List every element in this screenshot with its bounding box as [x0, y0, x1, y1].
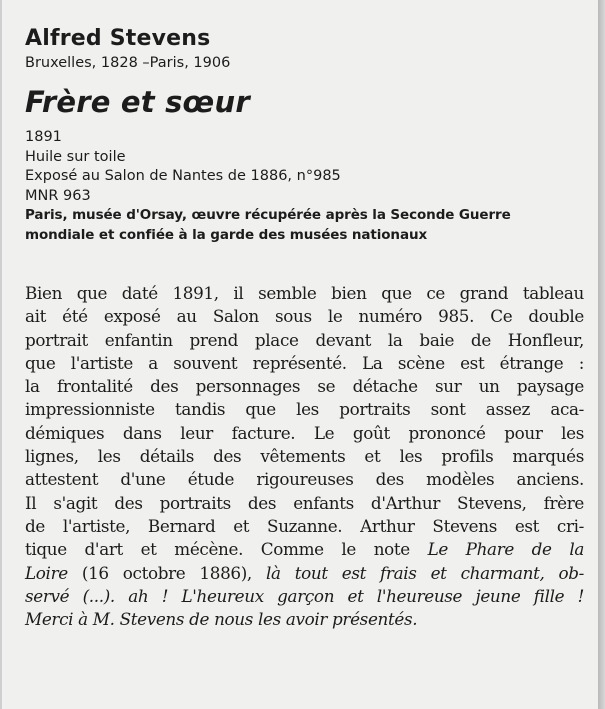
description-line: impressionniste tandis que les portraits sont assez aca-: [25, 399, 584, 420]
artwork-details: [25, 128, 584, 245]
description-line: [25, 562, 584, 585]
artist-name: Alfred Stevens: [25, 26, 211, 51]
artwork-location-line-1: Paris, musée d'Orsay, œuvre récupérée après la Seconde Guerre: [25, 207, 511, 223]
description-line: attestent d'une étude rigoureuses des modèles anciens.: [25, 469, 584, 490]
quote-line: servé (...). ah ! L'heureux garçon et l'heureuse jeune fille !: [25, 585, 584, 606]
panel-edge-shadow: [598, 0, 605, 709]
description-line: Bien que daté 1891, il semble bien que ce grand tableau: [25, 283, 584, 303]
description-line: ait été exposé au Salon sous le numéro 985. Ce double: [25, 306, 584, 327]
quote-text: là tout est frais et charmant, ob-: [265, 562, 585, 583]
artwork-medium: Huile sur toile: [25, 148, 126, 165]
quote-line: Merci à M. Stevens de nous les avoir présentés.: [25, 609, 418, 630]
description-line: la frontalité des personnages se détache sur un paysage: [25, 376, 584, 397]
description-line: portrait enfantin prend place devant la baie de Honfleur,: [25, 329, 584, 350]
quote-source: Loire: [25, 562, 68, 583]
description-line: [25, 538, 584, 561]
description-line: de l'artiste, Bernard et Suzanne. Arthur Stevens est cri-: [25, 515, 584, 536]
artist-dates: Bruxelles, 1828 –Paris, 1906: [25, 55, 231, 71]
artwork-year: 1891: [25, 129, 62, 145]
artwork-description: [25, 282, 584, 631]
description-text: tique d'art et mécène. Comme le note: [25, 539, 410, 560]
quote-date: (16 octobre 1886),: [67, 562, 266, 583]
artwork-inventory-number: MNR 963: [25, 187, 91, 204]
description-line: Il s'agit des portraits des enfants d'Arthur Stevens, frère: [25, 492, 584, 513]
quote-source: Le Phare de la: [427, 539, 585, 560]
museum-label-card: [2, 0, 598, 709]
artwork-title: Frère et sœur: [25, 85, 250, 119]
description-line: que l'artiste a souvent représenté. La scène est étrange :: [25, 352, 584, 373]
artwork-exhibition: Exposé au Salon de Nantes de 1886, n°985: [25, 168, 341, 184]
description-line: démiques dans leur facture. Le goût prononcé pour les: [25, 422, 584, 443]
artwork-location-line-2: mondiale et confiée à la garde des musées nationaux: [25, 226, 428, 243]
description-line: lignes, les détails des vêtements et les profils marqués: [25, 446, 584, 467]
